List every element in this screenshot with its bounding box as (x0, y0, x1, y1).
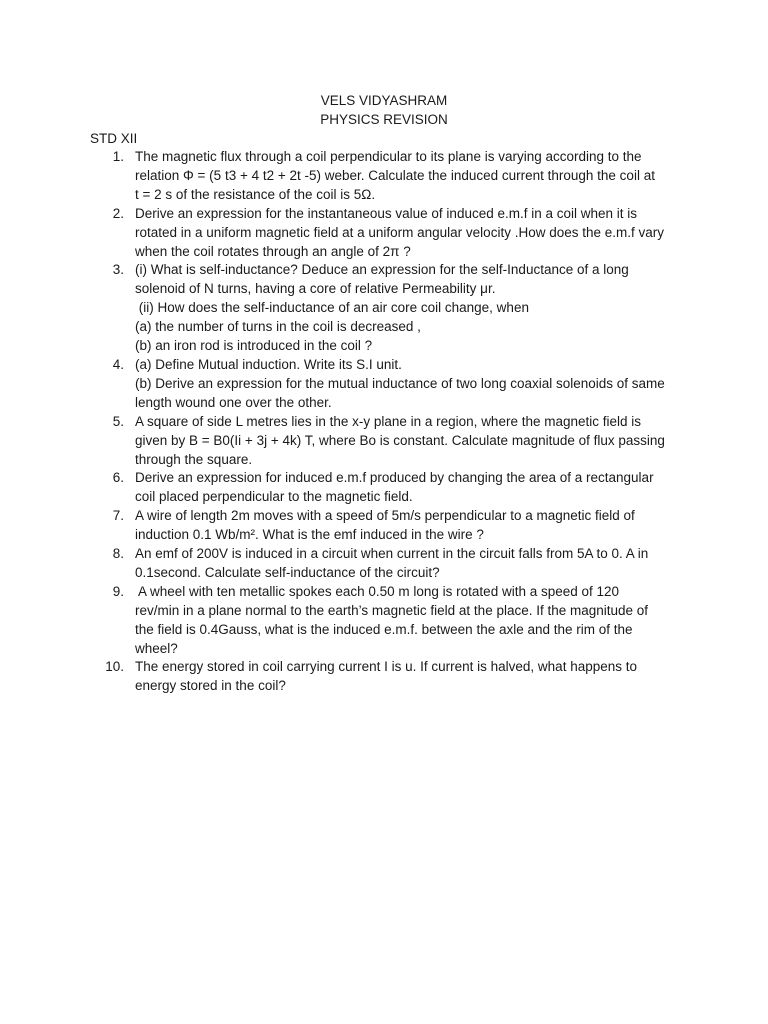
question-line: energy stored in the coil? (135, 678, 286, 694)
question-number: 9. (112, 583, 124, 599)
question-line: length wound one over the other. (135, 394, 332, 410)
subject-title: PHYSICS REVISION (320, 112, 448, 127)
question-line: relation Φ = (5 t3 + 4 t2 + 2t -5) weber. Calculate the induced current through the coil at (135, 167, 655, 183)
question-line: The magnetic flux through a coil perpendicular to its plane is varying according to the (135, 149, 642, 164)
question-text (135, 583, 685, 659)
question-text (135, 507, 685, 545)
question-text (135, 205, 685, 262)
question-number: 7. (112, 508, 124, 524)
question-number: 1. (112, 149, 124, 164)
question-line: wheel? (135, 640, 178, 656)
question-line: rev/min in a plane normal to the earth’s magnetic field at the place. If the magnitude of (135, 602, 649, 618)
question-line: (a) Define Mutual induction. Write its S.I unit. (135, 356, 402, 372)
question-line: through the square. (135, 451, 253, 467)
question-text (135, 469, 685, 507)
question-number: 2. (112, 205, 124, 221)
question-line: solenoid of N turns, having a core of relative Permeability μr. (135, 281, 496, 297)
class-label: STD XII (90, 131, 138, 146)
question-item (0, 545, 768, 583)
question-line: (i) What is self-inductance? Deduce an expression for the self-Inductance of a long (135, 262, 629, 278)
question-number: 3. (112, 262, 124, 278)
question-line: A square of side L metres lies in the x-y plane in a region, where the magnetic field is (135, 413, 642, 429)
question-item (0, 205, 768, 262)
question-line: when the coil rotates through an angle of 2π ? (135, 243, 411, 259)
question-line: (a) the number of turns in the coil is decreased , (135, 319, 421, 335)
question-text (135, 261, 685, 356)
question-line: The energy stored in coil carrying current I is u. If current is halved, what happens to (135, 659, 637, 675)
question-item (0, 413, 768, 470)
question-item (0, 658, 768, 696)
question-number: 8. (112, 546, 124, 562)
question-line: coil placed perpendicular to the magnetic field. (135, 489, 413, 505)
question-list (0, 148, 768, 696)
document-header (0, 91, 768, 129)
question-line: A wheel with ten metallic spokes each 0.50 m long is rotated with a speed of 120 (135, 583, 620, 599)
question-line: (b) Derive an expression for the mutual inductance of two long coaxial solenoids of same (135, 375, 665, 391)
question-line: (b) an iron rod is introduced in the coil ? (135, 338, 373, 354)
question-text (135, 658, 685, 696)
question-item (0, 261, 768, 356)
question-line: rotated in a uniform magnetic field at a uniform angular velocity .How does the e.m.f vary (135, 224, 665, 240)
question-line: Derive an expression for induced e.m.f produced by changing the area of a rectangular (135, 470, 654, 486)
question-line: the field is 0.4Gauss, what is the induced e.m.f. between the axle and the rim of the (135, 621, 633, 637)
question-item (0, 583, 768, 659)
question-text (135, 148, 685, 205)
question-line: given by B = B0(Ii + 3j + 4k) T, where Bo is constant. Calculate magnitude of flux passing (135, 432, 665, 448)
question-line: Derive an expression for the instantaneous value of induced e.m.f in a coil when it is (135, 205, 638, 221)
question-line: A wire of length 2m moves with a speed of 5m/s perpendicular to a magnetic field of (135, 508, 635, 524)
question-number: 6. (112, 470, 124, 486)
question-item (0, 469, 768, 507)
question-line: t = 2 s of the resistance of the coil is 5Ω. (135, 186, 376, 202)
question-number: 10. (105, 659, 124, 675)
question-item (0, 356, 768, 413)
question-item (0, 148, 768, 205)
question-number: 4. (112, 356, 124, 372)
question-line: An emf of 200V is induced in a circuit when current in the circuit falls from 5A to 0. A in (135, 546, 649, 562)
question-text (135, 413, 685, 470)
question-line: (ii) How does the self-inductance of an air core coil change, when (135, 300, 529, 316)
question-line: induction 0.1 Wb/m². What is the emf induced in the wire ? (135, 527, 484, 543)
question-line: 0.1second. Calculate self-inductance of the circuit? (135, 564, 440, 580)
school-name: VELS VIDYASHRAM (320, 93, 448, 108)
question-text (135, 545, 685, 583)
question-text (135, 356, 685, 413)
question-number: 5. (112, 413, 124, 429)
question-item (0, 507, 768, 545)
